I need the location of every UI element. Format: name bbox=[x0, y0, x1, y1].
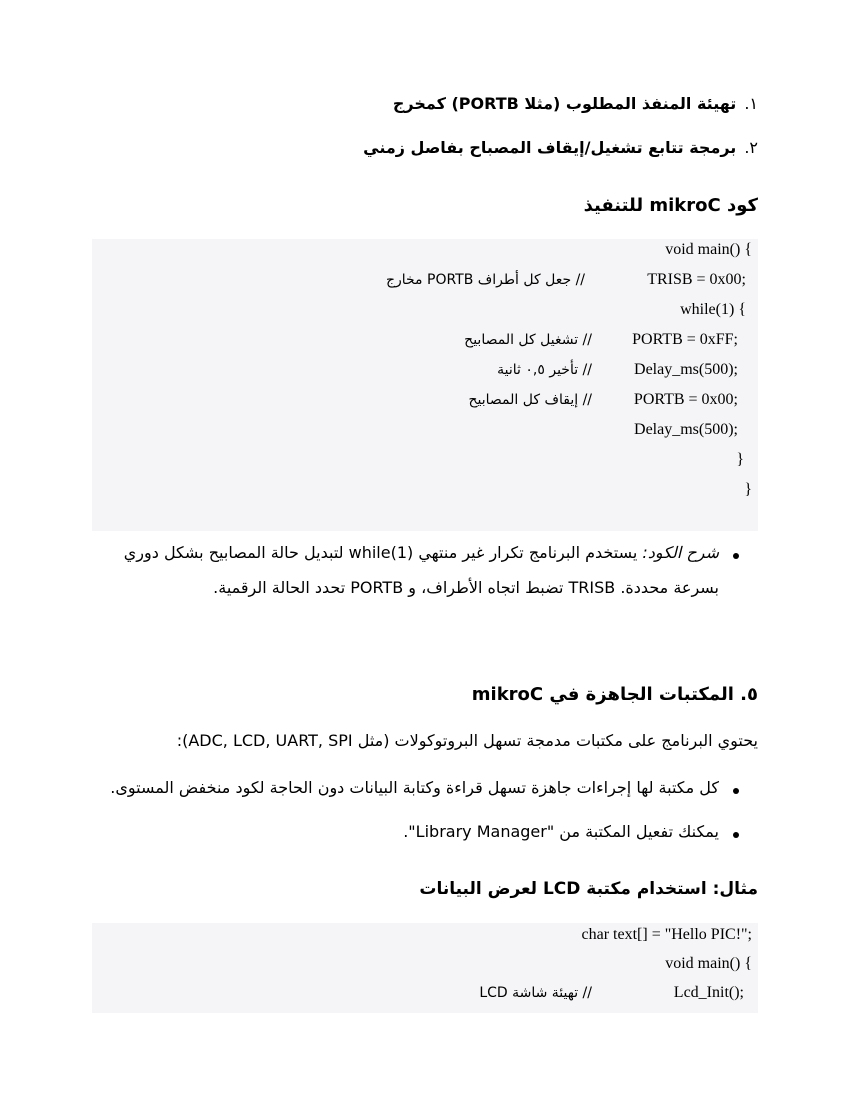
explanation-text: يستخدم البرنامج تكرار غير منتهي while(1) لتبديل حالة المصابيح بشكل دوري bbox=[123, 543, 638, 562]
code-block-main bbox=[92, 239, 758, 531]
step-text: برمجة تتابع تشغيل/إيقاف المصباح بفاصل زمني bbox=[363, 138, 737, 157]
step-text: تهيئة المنفذ المطلوب (مثلا PORTB) كمخرج bbox=[392, 94, 737, 113]
libraries-intro: يحتوي البرنامج على مكتبات مدمجة تسهل البروتوكولات (مثل ADC, LCD, UART, SPI): bbox=[176, 731, 758, 750]
section-heading-code: كود mikroC للتنفيذ bbox=[583, 195, 758, 216]
code-block-lcd bbox=[92, 923, 758, 1013]
code-line: } bbox=[744, 481, 752, 498]
code-comment: // جعل كل أطراف PORTB مخارج bbox=[385, 272, 585, 288]
code-line: PORTB = 0x00; bbox=[633, 391, 738, 408]
libraries-bullet-2: يمكنك تفعيل المكتبة من "Library Manager". bbox=[403, 822, 719, 841]
step-number: ٢. bbox=[744, 138, 758, 157]
code-line: TRISB = 0x00; bbox=[647, 271, 746, 288]
code-line: void main() { bbox=[665, 955, 752, 972]
step-number: ١. bbox=[744, 94, 758, 113]
explanation-label: شرح الكود: bbox=[642, 543, 719, 562]
step-item-1 bbox=[393, 94, 758, 113]
example-heading: مثال: استخدام مكتبة LCD لعرض البيانات bbox=[419, 879, 758, 899]
bullet-dot bbox=[733, 553, 739, 559]
code-comment: // تشغيل كل المصابيح bbox=[464, 332, 592, 348]
code-comment: // تهيئة شاشة LCD bbox=[479, 985, 592, 1001]
bullet-dot bbox=[733, 788, 739, 794]
code-line: Delay_ms(500); bbox=[634, 421, 738, 438]
code-line: PORTB = 0xFF; bbox=[632, 331, 738, 348]
code-line: Lcd_Init(); bbox=[673, 984, 744, 1001]
section-heading-libraries: ٥. المكتبات الجاهزة في mikroC bbox=[471, 684, 758, 705]
code-explanation-line2: بسرعة محددة. TRISB تضبط اتجاه الأطراف، و PORTB تحدد الحالة الرقمية. bbox=[213, 578, 719, 597]
code-comment: // تأخير ٠,٥ ثانية bbox=[497, 362, 592, 378]
code-line: Delay_ms(500); bbox=[634, 361, 738, 378]
code-explanation-line1 bbox=[124, 543, 719, 562]
code-line: void main() { bbox=[665, 241, 752, 258]
bullet-dot bbox=[733, 832, 739, 838]
code-line: char text[] = "Hello PIC!"; bbox=[581, 926, 752, 943]
code-line: while(1) { bbox=[680, 301, 746, 318]
libraries-bullet-1: كل مكتبة لها إجراءات جاهزة تسهل قراءة وكتابة البيانات دون الحاجة لكود منخفض المستوى. bbox=[110, 778, 719, 797]
step-item-2 bbox=[363, 138, 758, 157]
code-line: } bbox=[736, 451, 744, 468]
code-comment: // إيقاف كل المصابيح bbox=[468, 392, 592, 408]
